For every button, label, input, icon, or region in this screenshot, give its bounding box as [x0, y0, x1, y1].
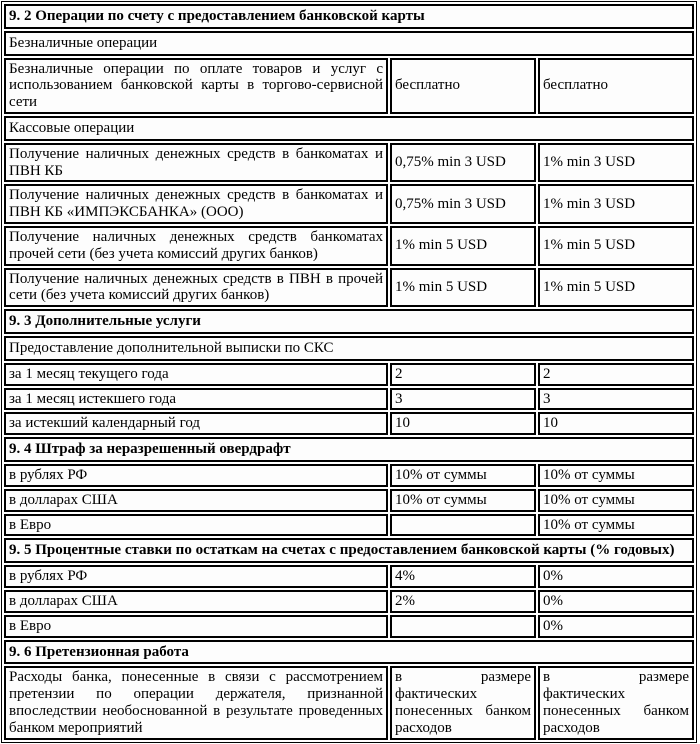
tariff-value-cell-col3: в размере фактических понесенных банком расходов [538, 666, 694, 739]
tariff-value-cell-col2: 3 [390, 388, 536, 411]
tariff-value-cell-col3: 1% min 3 USD [538, 184, 694, 224]
tariff-value-cell-col3: 1% min 3 USD [538, 143, 694, 183]
tariff-value-cell-col2: 4% [390, 565, 536, 588]
service-name-cell: в рублях РФ [4, 565, 388, 588]
service-name-cell: Безналичные операции по оплате товаров и услуг с использованием банковской карты в торгово-сервисной сети [4, 58, 388, 114]
section-header-row [4, 309, 694, 334]
tariff-row [4, 388, 694, 411]
section-header-cell: 9. 2 Операции по счету с предоставлением банковской карты [4, 4, 694, 29]
tariff-value-cell-col3: 1% min 5 USD [538, 226, 694, 266]
tariff-row [4, 412, 694, 435]
tariff-value-cell-col2: 0,75% min 3 USD [390, 143, 536, 183]
tariff-value-cell-col3: 10% от суммы [538, 464, 694, 487]
tariff-table [1, 1, 697, 743]
service-name-cell: Получение наличных денежных средств в банкоматах и ПВН КБ [4, 143, 388, 183]
tariff-row [4, 590, 694, 613]
tariff-value-cell-col3: бесплатно [538, 58, 694, 114]
tariff-table-body [4, 4, 694, 740]
tariff-value-cell-col3: 10 [538, 412, 694, 435]
section-header-row [4, 640, 694, 665]
category-cell: Кассовые операции [4, 116, 694, 141]
tariff-row [4, 565, 694, 588]
tariff-value-cell-col2: 10% от суммы [390, 464, 536, 487]
tariff-value-cell-col2 [390, 615, 536, 638]
service-name-cell: в рублях РФ [4, 464, 388, 487]
section-header-row [4, 4, 694, 29]
category-row [4, 116, 694, 141]
category-row [4, 336, 694, 361]
service-name-cell: в долларах США [4, 489, 388, 512]
category-row [4, 31, 694, 56]
tariff-row [4, 143, 694, 183]
tariff-row [4, 615, 694, 638]
service-name-cell: Получение наличных денежных средств банкоматах прочей сети (без учета комиссий других банков) [4, 226, 388, 266]
tariff-row [4, 464, 694, 487]
service-name-cell: в долларах США [4, 590, 388, 613]
tariff-value-cell-col3: 10% от суммы [538, 514, 694, 537]
tariff-value-cell-col2 [390, 514, 536, 537]
tariff-row [4, 489, 694, 512]
tariff-value-cell-col3: 0% [538, 615, 694, 638]
service-name-cell: за истекший календарный год [4, 412, 388, 435]
section-header-cell: 9. 4 Штраф за неразрешенный овердрафт [4, 437, 694, 462]
category-cell: Предоставление дополнительной выписки по СКС [4, 336, 694, 361]
service-name-cell: за 1 месяц текущего года [4, 363, 388, 386]
category-cell: Безналичные операции [4, 31, 694, 56]
tariff-row [4, 268, 694, 308]
service-name-cell: Расходы банка, понесенные в связи с рассмотрением претензии по операции держателя, признанной впоследствии необоснованной в результате проведенных банком мероприятий [4, 666, 388, 739]
service-name-cell: Получение наличных денежных средств в банкоматах и ПВН КБ «ИМПЭКСБАНКА» (ООО) [4, 184, 388, 224]
tariff-row [4, 226, 694, 266]
service-name-cell: в Евро [4, 615, 388, 638]
tariff-row [4, 58, 694, 114]
tariff-value-cell-col2: бесплатно [390, 58, 536, 114]
section-header-cell: 9. 5 Процентные ставки по остаткам на счетах с предоставлением банковской карты (% годовых) [4, 538, 694, 563]
service-name-cell: в Евро [4, 514, 388, 537]
tariff-value-cell-col3: 0% [538, 565, 694, 588]
tariff-value-cell-col2: 0,75% min 3 USD [390, 184, 536, 224]
tariff-value-cell-col2: 10% от суммы [390, 489, 536, 512]
tariff-row [4, 514, 694, 537]
tariff-value-cell-col2: 1% min 5 USD [390, 226, 536, 266]
section-header-cell: 9. 3 Дополнительные услуги [4, 309, 694, 334]
tariff-value-cell-col2: 2% [390, 590, 536, 613]
tariff-value-cell-col2: 10 [390, 412, 536, 435]
tariff-value-cell-col3: 2 [538, 363, 694, 386]
tariff-row [4, 666, 694, 739]
section-header-row [4, 538, 694, 563]
tariff-row [4, 363, 694, 386]
tariff-value-cell-col2: 1% min 5 USD [390, 268, 536, 308]
tariff-value-cell-col3: 10% от суммы [538, 489, 694, 512]
tariff-value-cell-col2: 2 [390, 363, 536, 386]
service-name-cell: Получение наличных денежных средств в ПВН в прочей сети (без учета комиссий других банков) [4, 268, 388, 308]
tariff-value-cell-col3: 1% min 5 USD [538, 268, 694, 308]
section-header-row [4, 437, 694, 462]
tariff-value-cell-col3: 0% [538, 590, 694, 613]
tariff-value-cell-col2: в размере фактических понесенных банком расходов [390, 666, 536, 739]
tariff-row [4, 184, 694, 224]
tariff-value-cell-col3: 3 [538, 388, 694, 411]
service-name-cell: за 1 месяц истекшего года [4, 388, 388, 411]
section-header-cell: 9. 6 Претензионная работа [4, 640, 694, 665]
